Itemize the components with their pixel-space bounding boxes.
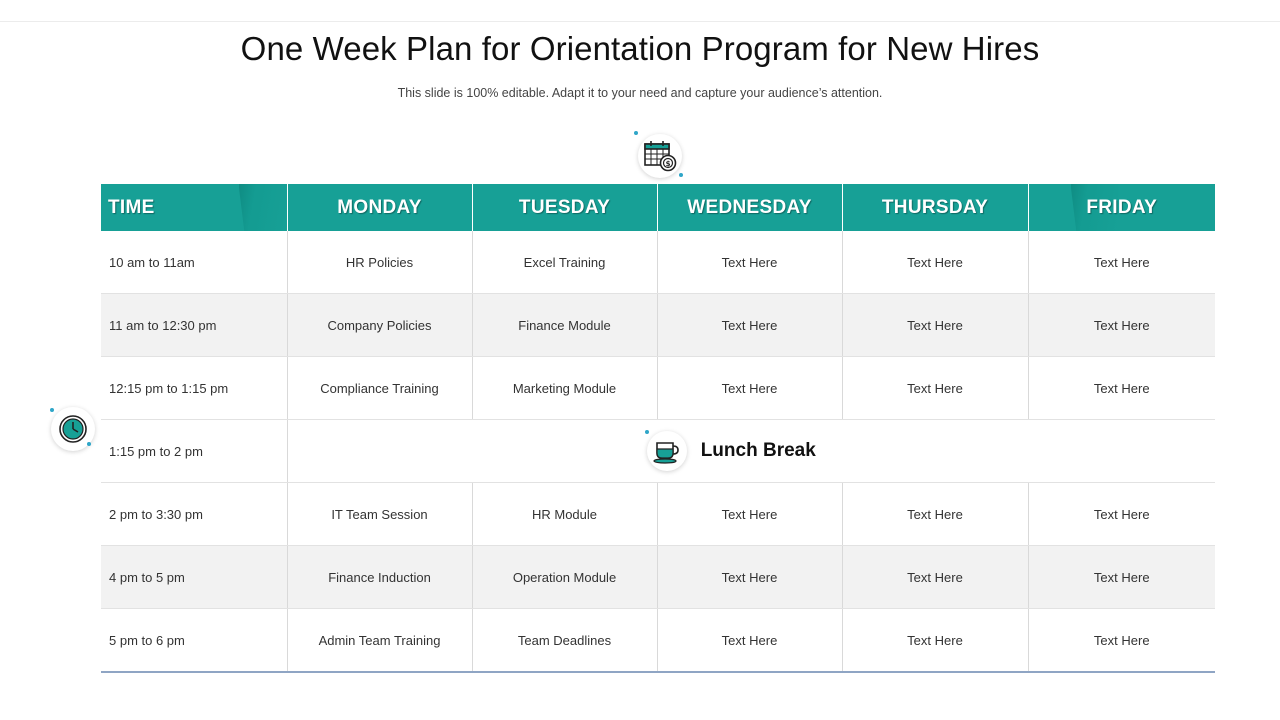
table-row [101,609,1215,673]
time-cell: 4 pm to 5 pm [101,546,287,609]
table-cell: Finance Induction [287,546,472,609]
table-cell: Text Here [1028,483,1215,546]
header-thursday: THURSDAY [842,184,1028,231]
time-cell: 11 am to 12:30 pm [101,294,287,357]
table-cell: Text Here [657,231,842,294]
table-cell: Text Here [1028,231,1215,294]
time-cell: 2 pm to 3:30 pm [101,483,287,546]
sparkle-dot [634,131,638,135]
sparkle-dot [87,442,91,446]
table-cell: Text Here [657,357,842,420]
table-row [101,294,1215,357]
table-cell: HR Policies [287,231,472,294]
table-row [101,483,1215,546]
table-cell: Text Here [842,357,1028,420]
table-cell: Finance Module [472,294,657,357]
table-cell: Text Here [842,231,1028,294]
table-cell: Admin Team Training [287,609,472,673]
table-cell: Text Here [842,294,1028,357]
table-cell: Excel Training [472,231,657,294]
lunch-break-cell [287,420,1215,483]
page-subtitle: This slide is 100% editable. Adapt it to your need and capture your audience’s attention. [397,86,883,100]
table-cell: Text Here [657,294,842,357]
time-cell: 12:15 pm to 1:15 pm [101,357,287,420]
table-cell: Text Here [842,483,1028,546]
header-tuesday: TUESDAY [472,184,657,231]
table-cell: Company Policies [287,294,472,357]
table-cell: Team Deadlines [472,609,657,673]
table-cell: Text Here [1028,357,1215,420]
table-cell: Text Here [1028,546,1215,609]
svg-text:$: $ [665,160,671,168]
table-cell: Text Here [657,609,842,673]
table-row [101,357,1215,420]
table-row [101,546,1215,609]
clock-icon [57,413,89,445]
page-title: One Week Plan for Orientation Program for New Hires [240,30,1040,67]
table-cell: Text Here [1028,294,1215,357]
table-row [101,231,1215,294]
table-cell: Text Here [657,483,842,546]
lunch-break-label: Lunch Break [700,440,816,461]
time-cell: 10 am to 11am [101,231,287,294]
lunch-badge [647,431,687,471]
sparkle-dot [50,408,54,412]
sparkle-dot [645,430,649,434]
table-cell: Text Here [842,546,1028,609]
schedule-table [101,184,1215,673]
table-cell: Compliance Training [287,357,472,420]
header-friday: FRIDAY [1028,184,1215,231]
top-divider [0,21,1280,22]
coffee-cup-icon [651,434,683,469]
header-wednesday: WEDNESDAY [657,184,842,231]
table-cell: Marketing Module [472,357,657,420]
header-time: TIME [101,184,287,231]
sparkle-dot [679,173,683,177]
calendar-dollar-icon [642,138,678,174]
time-cell: 5 pm to 6 pm [101,609,287,673]
table-cell: Text Here [657,546,842,609]
header-monday: MONDAY [287,184,472,231]
table-cell: Operation Module [472,546,657,609]
table-cell: Text Here [1028,609,1215,673]
time-cell: 1:15 pm to 2 pm [101,420,287,483]
table-cell: HR Module [472,483,657,546]
lunch-row [101,420,1215,483]
table-cell: IT Team Session [287,483,472,546]
table-header-row [101,184,1215,231]
calendar-badge [638,134,682,178]
table-cell: Text Here [842,609,1028,673]
